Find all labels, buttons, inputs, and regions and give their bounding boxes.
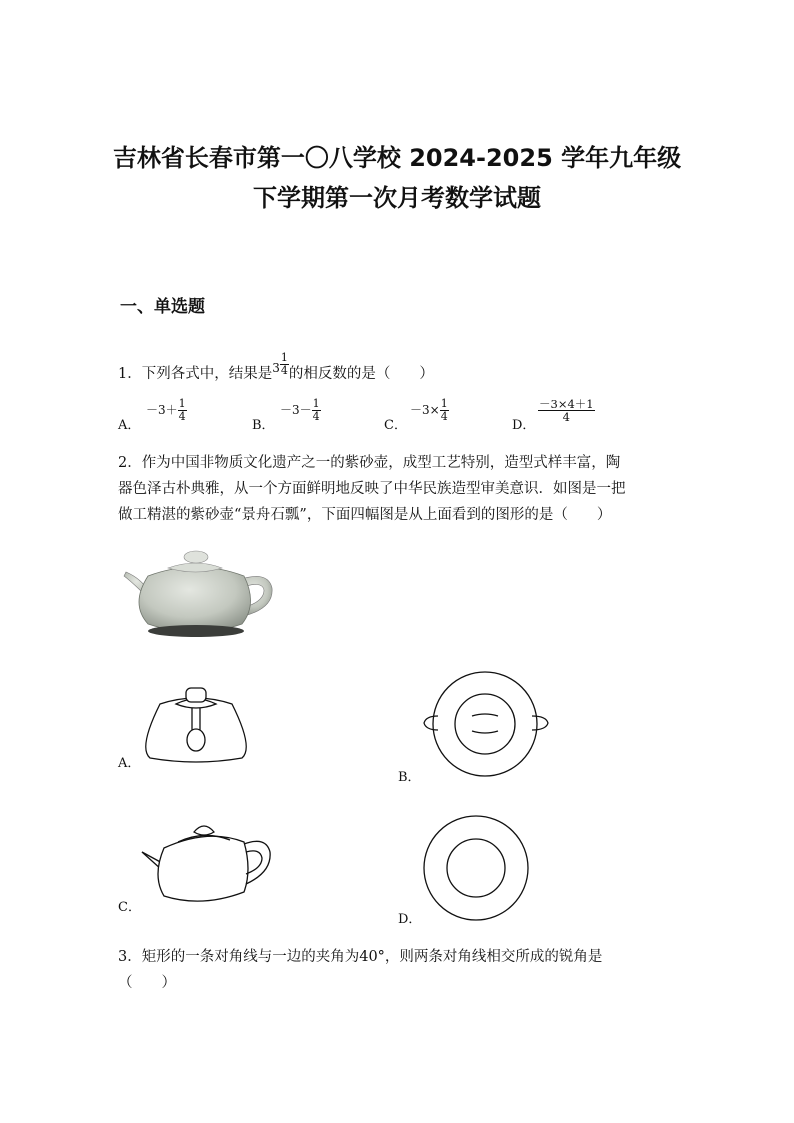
option-d-figure[interactable] xyxy=(420,812,540,932)
question-2 xyxy=(118,450,688,528)
q3-line-2: （ ） xyxy=(118,975,176,991)
option-a-figure[interactable] xyxy=(142,684,252,774)
q1-whole: 3 xyxy=(272,361,280,375)
q3-line-1: 3．矩形的一条对角线与一边的夹角为40°，则两条对角线相交所成的锐角是 xyxy=(118,949,603,965)
q2-line-3: 做工精湛的紫砂壶“景舟石瓢”，下面四幅图是从上面看到的图形的是（ ） xyxy=(118,507,612,523)
option-b-figure[interactable] xyxy=(418,668,558,778)
q1-option-a-expr[interactable]: －3＋ $\frac{1}{4}$ xyxy=(146,397,186,423)
q2-line-1: 2．作为中国非物质文化遗产之一的紫砂壶，成型工艺特别，造型式样丰富，陶 xyxy=(118,455,621,471)
q1-prefix: 1．下列各式中，结果是 xyxy=(118,366,273,382)
section-heading: 一、单选题 xyxy=(120,297,205,317)
q1-fraction: $\frac{1}{4}$ xyxy=(280,351,288,377)
q1-option-d-label[interactable]: D． xyxy=(512,418,536,433)
q1-option-b-label[interactable]: B． xyxy=(252,418,275,433)
q1-option-c-label[interactable]: C． xyxy=(384,418,407,433)
q1-option-a-label[interactable]: A． xyxy=(118,418,141,433)
teapot-photo xyxy=(118,548,278,638)
option-a-label[interactable]: A． xyxy=(118,756,141,771)
option-c-label[interactable]: C． xyxy=(118,900,141,915)
q1-option-b-expr[interactable]: －3－ $\frac{1}{4}$ xyxy=(280,397,320,423)
doc-title-line2: 下学期第一次月考数学试题 xyxy=(253,184,541,212)
q1-suffix: 的相反数的是（ ） xyxy=(288,366,434,382)
question-3 xyxy=(118,944,698,996)
q1-option-d-expr[interactable]: $\frac{-3\times 4+1}{4}$ xyxy=(539,397,594,424)
q2-line-2: 器色泽古朴典雅，从一个方面鲜明地反映了中华民族造型审美意识．如图是一把 xyxy=(118,481,626,497)
option-b-label[interactable]: B． xyxy=(398,770,421,785)
option-d-label[interactable]: D． xyxy=(398,912,422,927)
q1-option-c-expr[interactable]: －3× $\frac{1}{4}$ xyxy=(410,397,448,423)
option-c-figure[interactable] xyxy=(138,818,273,913)
doc-title-line1: 吉林省长春市第一〇八学校 2024-2025 学年九年级 xyxy=(112,144,682,172)
question-1 xyxy=(118,352,678,387)
